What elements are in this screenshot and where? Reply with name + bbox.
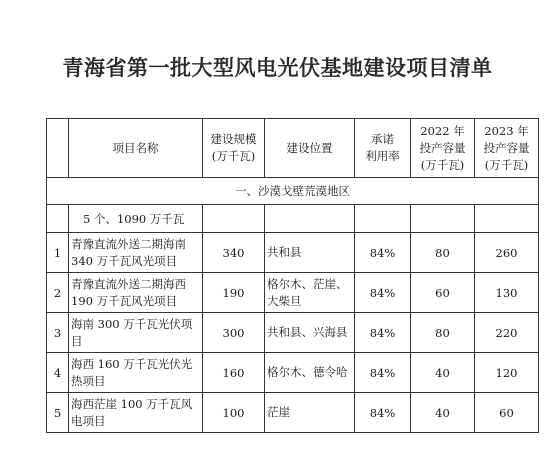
utilization-rate: 84% — [355, 353, 411, 393]
build-scale: 160 — [203, 353, 265, 393]
row-index: 4 — [47, 353, 69, 393]
capacity-2022: 60 — [411, 273, 475, 313]
table-row — [47, 313, 539, 353]
group-cell — [411, 205, 475, 233]
capacity-2022: 80 — [411, 233, 475, 273]
utilization-rate: 84% — [355, 393, 411, 433]
capacity-2022: 80 — [411, 313, 475, 353]
capacity-2023: 260 — [475, 233, 539, 273]
capacity-2022: 40 — [411, 393, 475, 433]
header-name: 项目名称 — [69, 119, 203, 178]
document-title: 青海省第一批大型风电光伏基地建设项目清单 — [62, 55, 493, 80]
build-location: 共和县、兴海县 — [265, 313, 355, 353]
group-label: 5 个、1090 万千瓦 — [69, 205, 203, 233]
row-index: 1 — [47, 233, 69, 273]
build-scale: 190 — [203, 273, 265, 313]
table-row — [47, 233, 539, 273]
table-row — [47, 353, 539, 393]
group-cell — [355, 205, 411, 233]
capacity-2023: 120 — [475, 353, 539, 393]
project-name: 海西 160 万千瓦光伏光 热项目 — [69, 353, 203, 393]
project-name: 青豫直流外送二期海南 340 万千瓦风光项目 — [69, 233, 203, 273]
row-index: 2 — [47, 273, 69, 313]
project-table — [46, 118, 539, 433]
header-2022: 2022 年 投产容量 (万千瓦) — [411, 119, 475, 178]
row-index: 5 — [47, 393, 69, 433]
project-name: 海西茫崖 100 万千瓦风 电项目 — [69, 393, 203, 433]
header-utilization: 承诺 利用率 — [355, 119, 411, 178]
capacity-2023: 130 — [475, 273, 539, 313]
build-scale: 100 — [203, 393, 265, 433]
capacity-2023: 60 — [475, 393, 539, 433]
build-scale: 300 — [203, 313, 265, 353]
header-2023: 2023 年 投产容量 (万千瓦) — [475, 119, 539, 178]
group-index-cell — [47, 205, 69, 233]
group-cell — [475, 205, 539, 233]
group-row — [47, 205, 539, 233]
build-scale: 340 — [203, 233, 265, 273]
capacity-2023: 220 — [475, 313, 539, 353]
build-location: 共和县 — [265, 233, 355, 273]
build-location: 茫崖 — [265, 393, 355, 433]
header-scale: 建设规模 (万千瓦) — [203, 119, 265, 178]
utilization-rate: 84% — [355, 233, 411, 273]
utilization-rate: 84% — [355, 273, 411, 313]
project-name: 青豫直流外送二期海西 190 万千瓦风光项目 — [69, 273, 203, 313]
build-location: 格尔木、茫崖、 大柴旦 — [265, 273, 355, 313]
header-row — [47, 119, 539, 178]
header-index — [47, 119, 69, 178]
build-location: 格尔木、德令哈 — [265, 353, 355, 393]
header-location: 建设位置 — [265, 119, 355, 178]
row-index: 3 — [47, 313, 69, 353]
group-cell — [203, 205, 265, 233]
project-name: 海南 300 万千瓦光伏项 目 — [69, 313, 203, 353]
table-row — [47, 273, 539, 313]
capacity-2022: 40 — [411, 353, 475, 393]
group-cell — [265, 205, 355, 233]
table-row — [47, 393, 539, 433]
region-row — [47, 178, 539, 205]
region-label: 一、沙漠戈壁荒漠地区 — [47, 178, 539, 205]
utilization-rate: 84% — [355, 313, 411, 353]
